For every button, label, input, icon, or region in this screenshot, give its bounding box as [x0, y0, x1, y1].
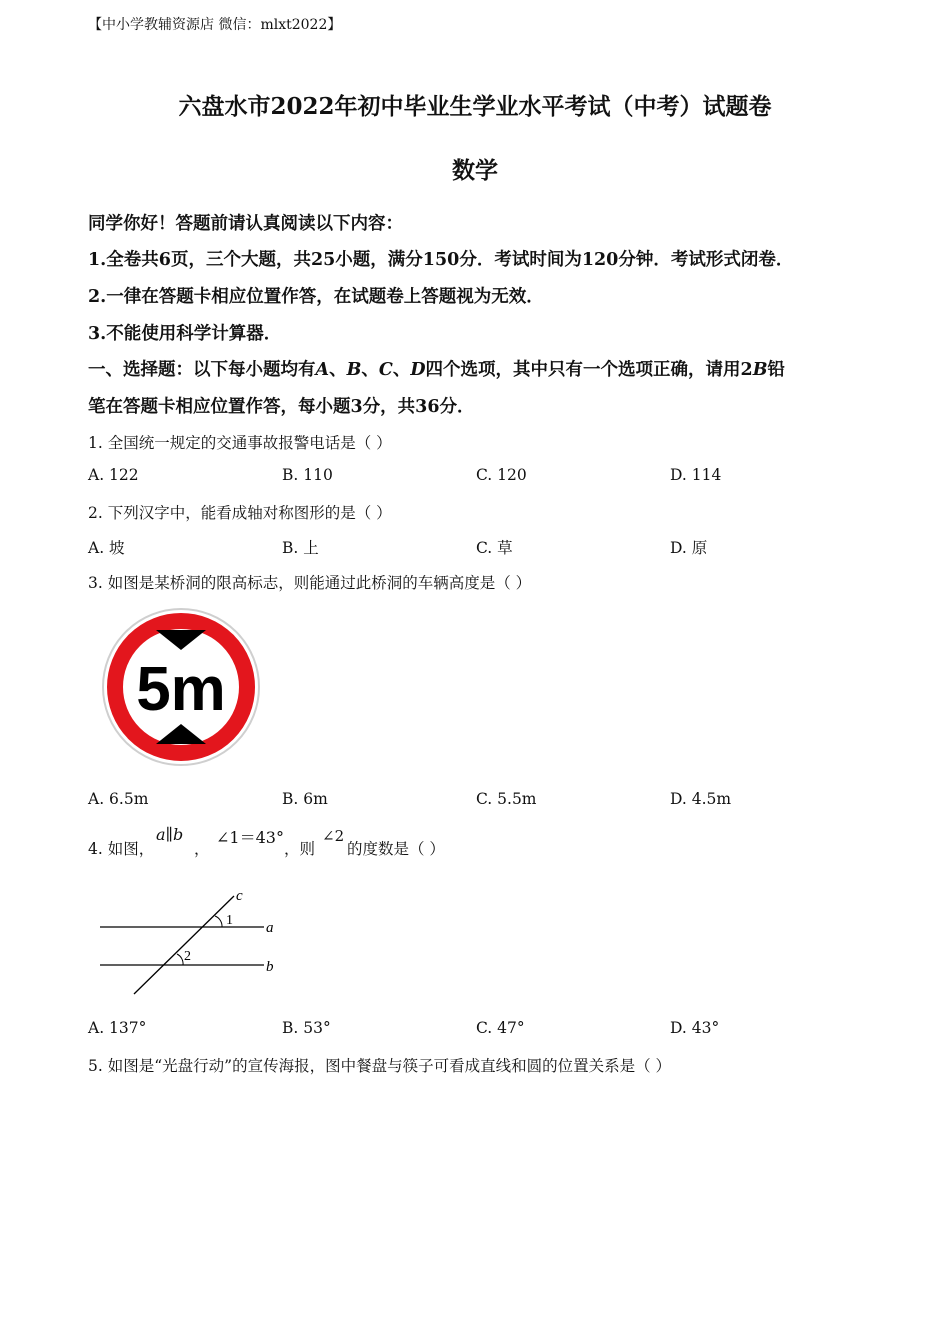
q3-option-c: C. 5.5m — [476, 790, 537, 808]
q4-option-d: D. 43° — [670, 1019, 720, 1037]
q4-parallel-symbol: ∥ — [165, 825, 173, 844]
instruction-1: 1.全卷共6页，三个大题，共25小题，满分150分．考试时间为120分钟．考试形式闭卷． — [88, 250, 794, 270]
q4-option-c: C. 47° — [476, 1019, 525, 1037]
q1-option-b: B. 110 — [282, 466, 333, 484]
page-title: 六盘水市2022年初中毕业生学业水平考试（中考）试题卷 — [178, 93, 772, 120]
q4-stem-suffix: 的度数是（ ） — [347, 840, 445, 858]
line-c — [134, 896, 234, 994]
label-angle-2: 2 — [184, 949, 191, 964]
instruction-2: 2.一律在答题卡相应位置作答，在试题卷上答题视为无效． — [88, 287, 544, 307]
subject-title: 数学 — [452, 157, 498, 184]
section1-line2: 笔在答题卡相应位置作答，每小题3分，共36分． — [88, 397, 475, 417]
question-3-stem: 3. 如图是某桥洞的限高标志，则能通过此桥洞的车辆高度是（ ） — [88, 574, 532, 592]
instruction-3: 3.不能使用科学计算器． — [88, 324, 282, 344]
label-b: b — [266, 959, 274, 975]
parallel-lines-figure — [96, 884, 286, 996]
q4-option-b: B. 53° — [282, 1019, 331, 1037]
q4-formula-parallel — [156, 825, 183, 844]
q2-option-b: B. 上 — [282, 539, 319, 557]
question-2-stem: 2. 下列汉字中，能看成轴对称图形的是（ ） — [88, 504, 392, 522]
section1-opt-a: A — [315, 360, 330, 380]
label-c: c — [236, 888, 243, 904]
q4-option-a: A. 137° — [88, 1019, 147, 1037]
question-1-stem: 1. 全国统一规定的交通事故报警电话是（ ） — [88, 434, 392, 452]
angle-2-arc — [177, 954, 183, 965]
q2-option-a: A. 坡 — [88, 539, 125, 557]
question-5-stem: 5. 如图是“光盘行动”的宣传海报，图中餐盘与筷子可看成直线和圆的位置关系是（ ） — [88, 1057, 671, 1075]
sign-height-text: 5m — [136, 655, 226, 724]
q2-option-d: D. 原 — [670, 539, 708, 557]
q4-formula-angle1: ∠1＝43° — [216, 828, 284, 847]
question-4-prefix: 4. 如图， — [88, 840, 155, 858]
q3-option-a: A. 6.5m — [88, 790, 149, 808]
section1-sep3: 、 — [392, 360, 411, 380]
q1-option-a: A. 122 — [88, 466, 139, 484]
angle-1-arc — [215, 916, 222, 927]
section1-line1 — [88, 356, 785, 381]
section1-sep1: 、 — [329, 360, 347, 380]
section1-opt-b2: B — [752, 360, 768, 380]
q3-option-d: D. 4.5m — [670, 790, 732, 808]
q2-option-c: C. 草 — [476, 539, 513, 557]
instruction-greeting: 同学你好！答题前请认真阅读以下内容： — [88, 214, 403, 234]
section1-opt-d: D — [410, 360, 426, 380]
q4-comma1: ， — [194, 840, 210, 858]
section1-sep2: 、 — [361, 360, 379, 380]
section1-opt-b: B — [346, 360, 362, 380]
q4-line-b: b — [172, 825, 184, 844]
section1-text-a: 一、选择题：以下每小题均有 — [88, 360, 316, 380]
header-note: 【中小学教辅资源店 微信：mlxt2022】 — [88, 17, 342, 33]
section1-text-c: 铅 — [767, 360, 785, 380]
q1-option-c: C. 120 — [476, 466, 527, 484]
section1-text-b: 四个选项，其中只有一个选项正确，请用2 — [425, 360, 753, 380]
label-a: a — [266, 920, 274, 936]
height-limit-sign — [100, 606, 262, 768]
q4-formula-angle2: ∠2 — [322, 827, 345, 845]
label-angle-1: 1 — [226, 913, 233, 928]
q4-comma2: ，则 — [284, 840, 316, 858]
q1-option-d: D. 114 — [670, 466, 722, 484]
q4-line-a: a — [156, 825, 166, 844]
height-limit-sign-graphic — [100, 606, 262, 768]
section1-opt-c: C — [378, 360, 393, 380]
parallel-lines-diagram — [96, 884, 286, 996]
q3-option-b: B. 6m — [282, 790, 328, 808]
